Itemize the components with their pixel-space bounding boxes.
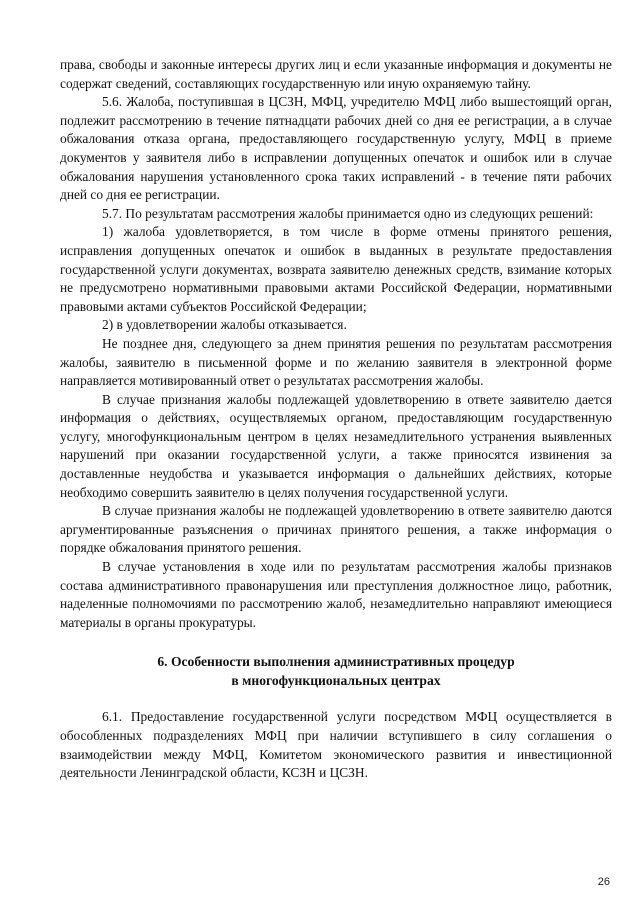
paragraph-response-deadline: Не позднее дня, следующего за днем принятия решения по результатам рассмотрения жалобы, заявителю в письменной форме и по желанию заявителя в электронной форме направляется мотивированный ответ о результатах рассмотрения жалобы. [60,335,612,389]
paragraph-complaint-refused-info: В случае признания жалобы не подлежащей удовлетворению в ответе заявителю даются аргументированные разъяснения о причинах принятого решения, а также информация о порядке обжалования принятого решения. [60,503,612,556]
paragraph-rights-continuation: права, свободы и законные интересы других лиц и если указанные информация и документы не содержат сведений, составляющих государственную или иную охраняемую тайну. [60,57,612,91]
paragraph-5-6-complaint-review-term: 5.6. Жалоба, поступившая в ЦСЗН, МФЦ, учредителю МФЦ либо вышестоящий орган, подлежит рассмотрению в течение пятнадцати рабочих дней со дня ее регистрации, а в случае обжалования отказа органа, предоставляющего государственную услугу, МФЦ в приеме документов у заявителя либо в исправлении допущенных опечаток и ошибок или в случае обжалования нарушения установленного срока таких исправлений - в течение пяти рабочих дней со дня ее регистрации. [60,94,612,203]
paragraph-6-1-mfc-provision: 6.1. Предоставление государственной услуги посредством МФЦ осуществляется в обособленных подразделениях МФЦ при наличии вступившего в силу соглашения о взаимодействии между МФЦ, Комитетом экономического развития и инвестиционной деятельности Ленинградской области, КСЗН и ЦСЗН. [60,709,612,781]
section-6-heading-line1: 6. Особенности выполнения административных процедур [157,654,515,670]
page-number: 26 [597,876,610,888]
document-page [60,56,612,783]
section-6-heading [60,652,612,690]
paragraph-prosecutor-referral: В случае установления в ходе или по результатам рассмотрения жалобы признаков состава административного правонарушения или преступления должностное лицо, работник, наделенные полномочиями по рассмотрению жалоб, незамедлительно направляют имеющиеся материалы в органы прокуратуры. [60,559,612,630]
paragraph-5-7-decisions: 5.7. По результатам рассмотрения жалобы принимается одно из следующих решений: [102,205,594,221]
paragraph-decision-refused: 2) в удовлетворении жалобы отказывается. [102,317,347,333]
section-6-heading-line2: в многофункциональных центрах [231,673,441,689]
paragraph-decision-satisfied: 1) жалоба удовлетворяется, в том числе в форме отмены принятого решения, исправления допущенных опечаток и ошибок в выданных в результате предоставления государственной услуги документах, возврата заявителю денежных средств, взимание которых не предусмотрено нормативными правовыми актами Российской Федерации, нормативными правовыми актами субъектов Российской Федерации; [60,224,612,314]
paragraph-complaint-satisfied-info: В случае признания жалобы подлежащей удовлетворению в ответе заявителю дается информация о действиях, осуществляемых органом, предоставляющим государственную услугу, многофункциональным центром в целях незамедлительного устранения выявленных нарушений при оказании государственной услуги, а также приносятся извинения за доставленные неудобства и указывается информация о дальнейших действиях, которые необходимо совершить заявителю в целях получения государственной услуги. [60,391,612,500]
